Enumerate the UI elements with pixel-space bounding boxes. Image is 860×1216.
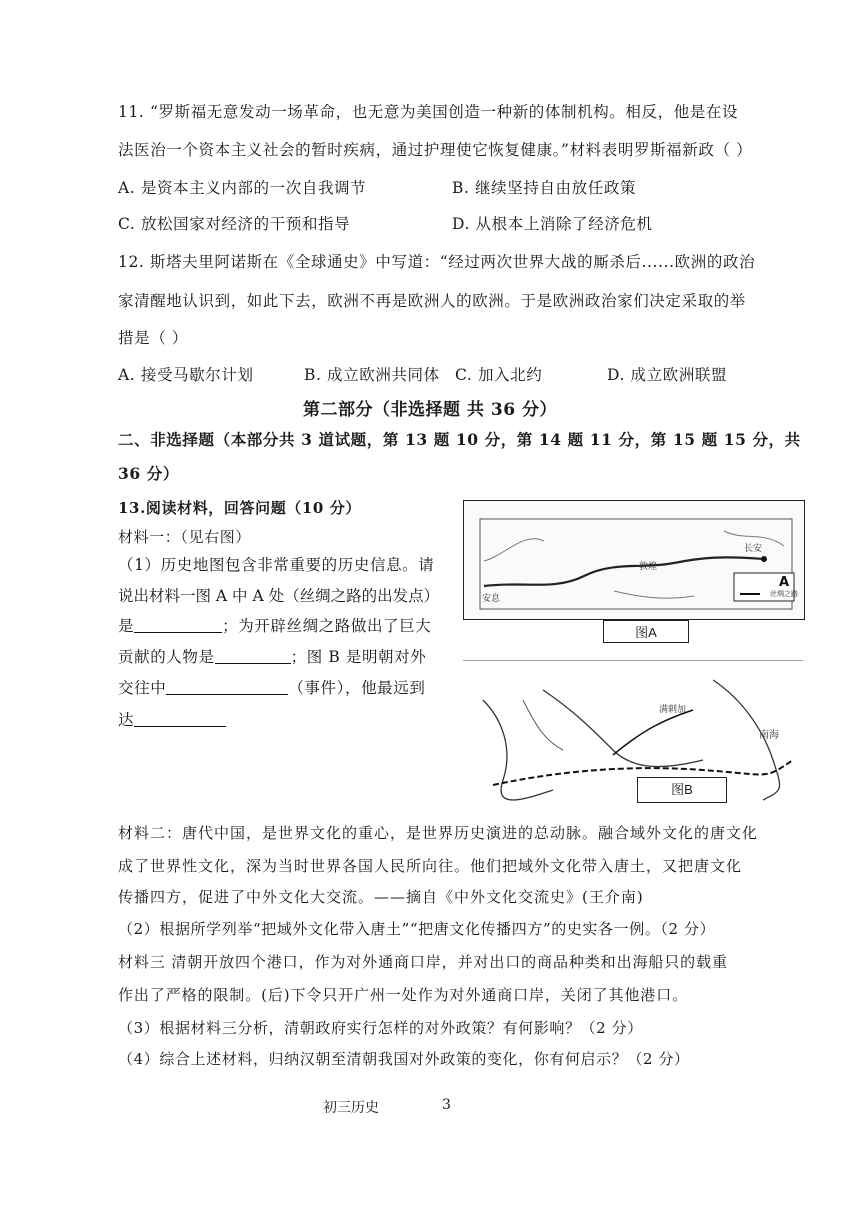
q13-part1-line5-rest: （事件），他最远到	[288, 679, 426, 697]
q13-part1-line5-lead: 交往中	[118, 679, 167, 697]
q13-question4: （4）综合上述材料，归纳汉朝至清朝我国对外政策的变化，你有何启示？（2 分）	[118, 1050, 690, 1068]
map-b-place-nanhai: 南海	[759, 730, 779, 741]
q12-option-a: A. 接受马歇尔计划	[118, 366, 254, 384]
q11-option-d: D. 从根本上消除了经济危机	[452, 215, 653, 233]
map-a-place-changan: 长安	[744, 544, 763, 554]
part2-instruction-line1: 二、非选择题（本部分共 3 道试题，第 13 题 10 分，第 14 题 11 分，第 15 题 15 分，共	[118, 430, 801, 449]
q13-material2-line1: 材料二：唐代中国，是世界文化的重心，是世界历史演进的总动脉。融合域外文化的唐文化	[118, 824, 759, 842]
q13-part1-line6	[118, 708, 226, 730]
q13-part1-line3	[118, 614, 431, 636]
map-a-legend-text: 丝绸之路	[770, 590, 798, 598]
part2-instruction-line2: 36 分）	[118, 464, 179, 483]
q13-part1-line4-lead: 贡献的人物是	[118, 648, 215, 666]
q11-option-c: C. 放松国家对经济的干预和指导	[118, 215, 351, 233]
q13-part1-line4-rest: ；图 B 是明朝对外	[290, 648, 427, 666]
answer-blank-origin[interactable]	[134, 618, 222, 633]
q13-question2: （2）根据所学列举“把域外文化带入唐土”“把唐文化传播四方”的史实各一例。（2 分）	[118, 920, 716, 938]
q13-part1-line3-rest: ；为开辟丝绸之路做出了巨大	[222, 617, 432, 635]
q12-option-b: B. 成立欧洲共同体	[304, 366, 440, 384]
map-a-caption: 图A	[603, 620, 689, 643]
map-a-place-dunhuang: 敦煌	[639, 562, 658, 572]
q12-stem-line3: 措是（ ）	[118, 329, 188, 347]
q13-title: 13.阅读材料，回答问题（10 分）	[118, 499, 361, 517]
part2-title: 第二部分（非选择题 共 36 分）	[303, 400, 557, 420]
q11-option-b: B. 继续坚持自由放任政策	[452, 179, 637, 197]
zheng-he-voyage-map-drawing	[463, 660, 803, 806]
q13-part1-line6-lead: 达	[118, 711, 135, 729]
q11-option-a: A. 是资本主义内部的一次自我调节	[118, 179, 367, 197]
q13-material2-line3: 传播四方，促进了中外文化大交流。——摘自《中外文化交流史》(王介南)	[118, 888, 644, 906]
map-b-caption: 图B	[637, 777, 727, 803]
silk-road-route	[484, 557, 764, 586]
q13-material1: 材料一：（见右图）	[118, 528, 251, 546]
q12-stem-line2: 家清醒地认识到，如此下去，欧洲不再是欧洲人的欧洲。于是欧洲政治家们决定采取的举	[118, 292, 746, 310]
map-b-figure	[463, 660, 803, 806]
map-b-place-malacca: 满剌加	[659, 705, 687, 715]
q13-material3-line1: 材料三 清朝开放四个港口，作为对外通商口岸，并对出口的商品种类和出海船只的载重	[118, 953, 728, 971]
q13-part1-line2: 说出材料一图 A 中 A 处（丝绸之路的出发点）	[118, 587, 440, 605]
map-a-figure	[463, 500, 805, 620]
q13-part1-line5	[118, 676, 425, 698]
q13-material2-line2: 成了世界性文化，深为当时世界各国人民所向往。他们把域外文化带入唐土，又把唐文化	[118, 857, 743, 875]
q12-option-c: C. 加入北约	[455, 366, 543, 384]
q12-option-d: D. 成立欧洲联盟	[607, 366, 728, 384]
q13-part1-line4	[118, 645, 426, 667]
map-a-place-anxi: 安息	[482, 594, 501, 604]
q13-question3: （3）根据材料三分析，清朝政府实行怎样的对外政策？有何影响？（2 分）	[118, 1019, 643, 1037]
map-a-marker: A	[779, 575, 790, 590]
answer-blank-event[interactable]	[166, 680, 288, 695]
answer-blank-destination[interactable]	[134, 712, 226, 727]
footer-subject: 初三历史	[323, 1100, 379, 1116]
q13-part1-line3-lead: 是	[118, 617, 135, 635]
footer-page-number: 3	[442, 1097, 451, 1113]
q13-part1-line1: （1）历史地图包含非常重要的历史信息。请	[118, 556, 435, 574]
q12-stem-line1: 12. 斯塔夫里阿诺斯在《全球通史》中写道：“经过两次世界大战的厮杀后......欧洲的政治	[118, 253, 756, 271]
q13-material3-line2: 作出了严格的限制。(后)下令只开广州一处作为对外通商口岸，关闭了其他港口。	[118, 986, 689, 1004]
silk-road-map-drawing	[464, 501, 804, 619]
answer-blank-person[interactable]	[215, 649, 291, 664]
q11-stem-line2: 法医治一个资本主义社会的暂时疾病，通过护理使它恢复健康。”材料表明罗斯福新政（ ）	[118, 141, 753, 159]
q11-stem-line1: 11. “罗斯福无意发动一场革命，也无意为美国创造一种新的体制机构。相反，他是在设	[118, 103, 739, 121]
